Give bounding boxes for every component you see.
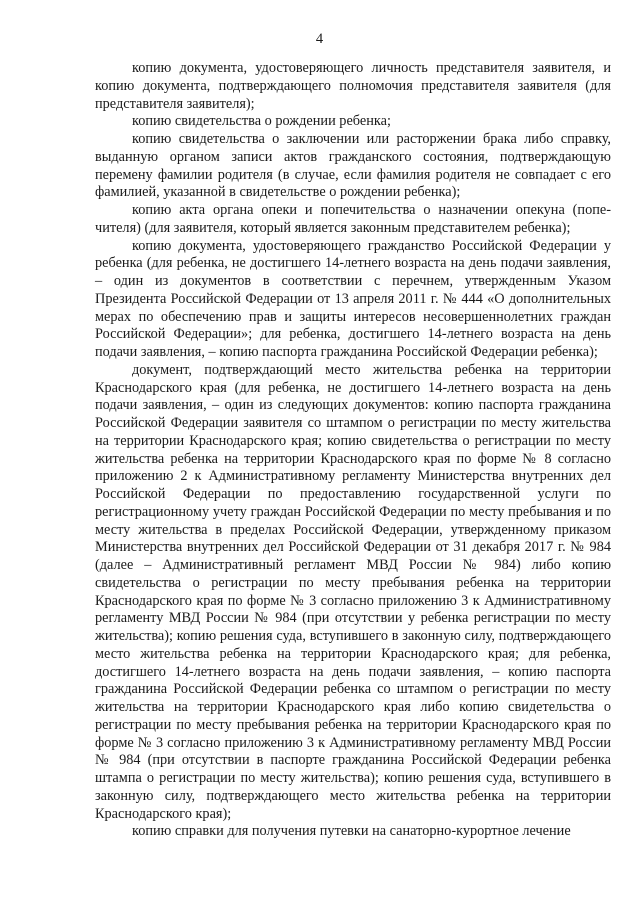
paragraph-guardianship-act: копию акта органа опеки и попечительства о назначении опекуна (попечителя) (для заявителя, который является законным представителем ребенка);	[95, 202, 611, 236]
page-number: 4	[315, 31, 324, 47]
paragraph-sanatorium-certificate: копию справки для получения путевки на санаторно-курортное лечение	[132, 823, 571, 840]
paragraph-residence-document: документ, подтверждающий место жительства ребенка на территории Краснодарского края (для ребенка, не достигшего 14-летнего возраста на день подачи заявления, – один из следующих документов: копию паспорта гражданина Российской Федерации заявителя со штампом о регистрации по месту жительства на территории Краснодарского края; копию свидетельства о регистрации по месту жительства ребенка на территории Краснодарского края по форме № 8 согласно приложению 2 к Административному регламенту Министерства внутренних дел Российской Федерации по предоставлению государственной услуги по регистрационному учету граждан Российской Федерации по месту пребывания и по месту жительства в пределах Российской Федерации, утвержденному приказом Министерства внутренних дел Российской Федерации от 31 декабря 2017 г. № 984 (далее – Административный регламент МВД России № 984) либо копию свидетельства о регистрации по месту пребывания ребенка на территории Краснодарского края по форме № 3 согласно приложению 3 к Административному регламенту МВД России № 984 (при отсутствии у ребенка регистрации по месту жительства); копию решения суда, вступившего в законную силу, подтверждающего место жительства ребенка на территории Краснодарского края; для ребенка, достигшего 14-летнего возраста на день подачи заявления, – копию паспорта гражданина Российской Федерации ребенка со штампом о регистрации по месту жительства на территории Краснодарского края либо копию свидетельства о регистрации по месту пребывания ребенка на территории Краснодарского края по форме № 3 согласно приложению 3 к Административному регламенту МВД России № 984 (при отсутствии в паспорте гражданина Российской Федерации ребенка штампа о регистрации по месту жительства); копию решения суда, вступившего в законную силу, подтверждающего место жительства ребенка на территории Краснодарского края);	[95, 361, 611, 822]
document-body	[95, 60, 611, 841]
paragraph-representative-id: копию документа, удостоверяющего личность представителя заявителя, и копию документа, подтверждающего полномочия представителя заявителя (для представителя заявителя);	[95, 60, 611, 112]
paragraph-marriage-certificate: копию свидетельства о заключении или расторжении брака либо справку, выданную органом записи актов гражданского состояния, подтверждающую перемену фамилии родителя (в случае, если фамилия родителя не совпадает с его фамилией, указанной в свидетельстве о рождении ребенка);	[95, 131, 611, 201]
paragraph-birth-certificate: копию свидетельства о рождении ребенка;	[132, 113, 391, 130]
paragraph-citizenship-document: копию документа, удостоверяющего гражданство Российской Федерации у ребенка (для ребенка, не достигшего 14-летнего возраста на день подачи заявления, – один из документов в соответствии с перечнем, утвержденным Указом Президента Российской Федерации от 13 апреля 2011 г. № 444 «О дополнительных мерах по обеспечению прав и защиты интересов несовершеннолетних граждан Российской Федерации»; для ребенка, достигшего 14-летнего возраста на день подачи заявления, – копию паспорта гражданина Российской Федерации ребенка);	[95, 237, 611, 360]
